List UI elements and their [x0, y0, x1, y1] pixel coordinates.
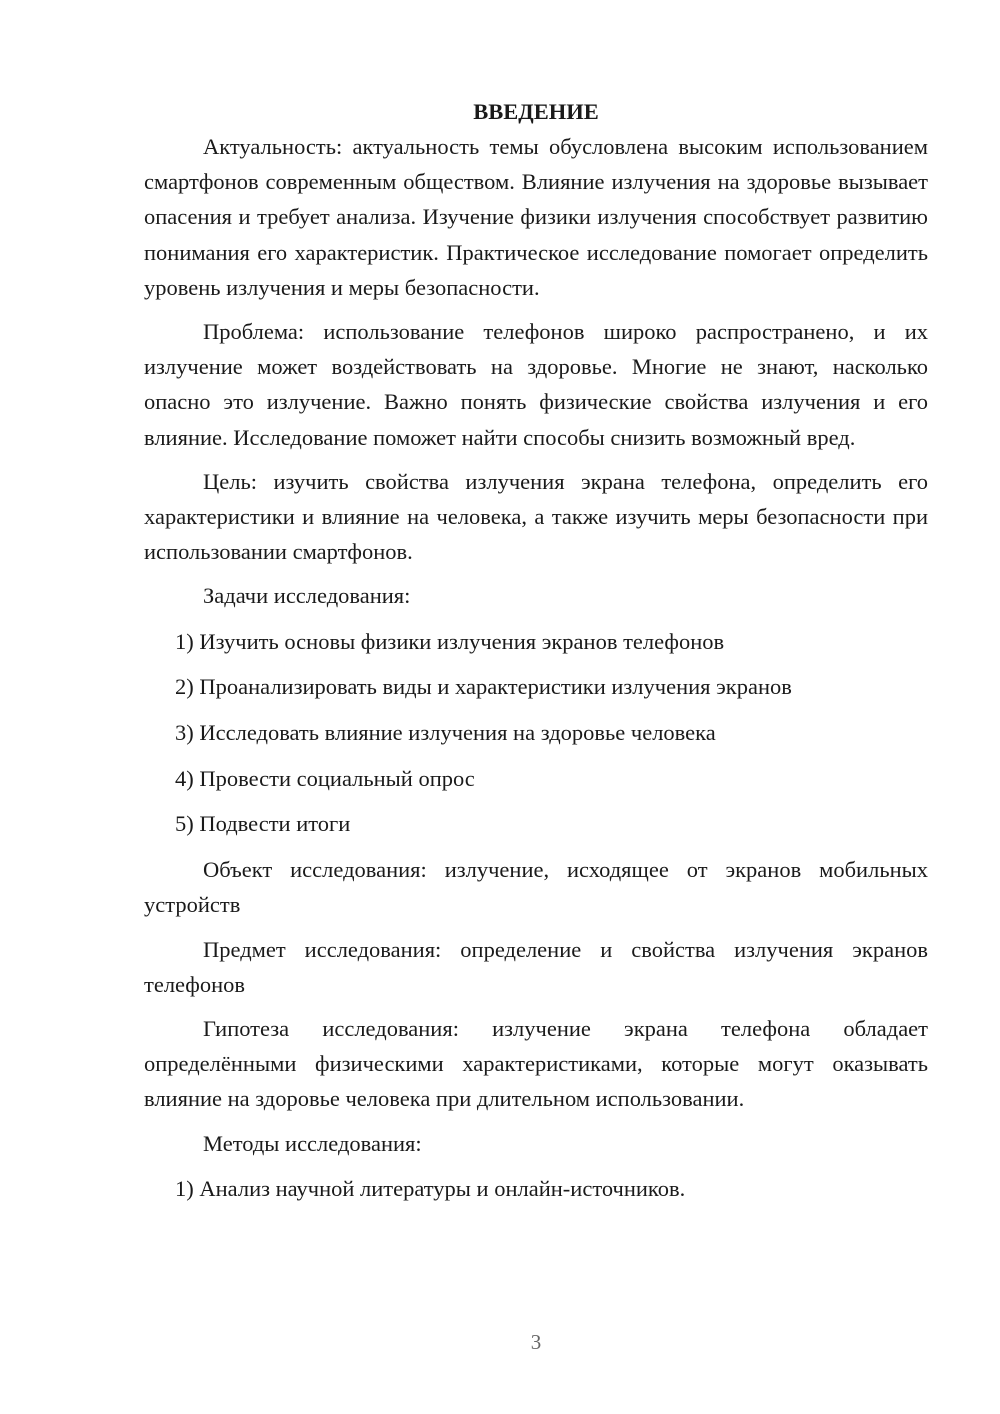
methods-heading: Методы исследования: — [203, 1130, 422, 1156]
paragraph-subject: Предмет исследования: определение и свойства излучения экранов телефонов — [144, 936, 928, 997]
page-number: 3 — [530, 1330, 542, 1354]
paragraph-hypothesis: Гипотеза исследования: излучение экрана телефона обладает определёнными физическими характеристиками, которые могут оказывать влияние на здоровье человека при длительном использовании. — [144, 1015, 928, 1112]
section-title: ВВЕДЕНИЕ — [473, 99, 599, 124]
page-content — [144, 94, 928, 1216]
task-item-1: 1) Изучить основы физики излучения экранов телефонов — [175, 628, 725, 654]
task-item-4: 4) Провести социальный опрос — [175, 765, 475, 791]
task-item-3: 3) Исследовать влияние излучения на здоровье человека — [175, 720, 716, 746]
tasks-heading: Задачи исследования: — [203, 583, 411, 609]
paragraph-goal: Цель: изучить свойства излучения экрана телефона, определить его характеристики и влияние на человека, а также изучить меры безопасности при использовании смартфонов. — [144, 468, 928, 565]
paragraph-problem: Проблема: использование телефонов широко распространено, и их излучение может воздействовать на здоровье. Многие не знают, насколько опасно это излучение. Важно понять физические свойства излучения и его влияние. Исследование поможет найти способы снизить возможный вред. — [144, 319, 928, 450]
paragraph-object: Объект исследования: излучение, исходящее от экранов мобильных устройств — [144, 857, 928, 918]
task-item-5: 5) Подвести итоги — [175, 811, 351, 837]
method-item-1: 1) Анализ научной литературы и онлайн-источников. — [175, 1175, 686, 1201]
task-item-2: 2) Проанализировать виды и характеристики излучения экранов — [175, 674, 792, 700]
paragraph-relevance: Актуальность: актуальность темы обусловлена высоким использованием смартфонов современным обществом. Влияние излучения на здоровье вызывает опасения и требует анализа. Изучение физики излучения способствует развитию понимания его характеристик. Практическое исследование помогает определить уровень излучения и меры безопасности. — [144, 134, 928, 300]
